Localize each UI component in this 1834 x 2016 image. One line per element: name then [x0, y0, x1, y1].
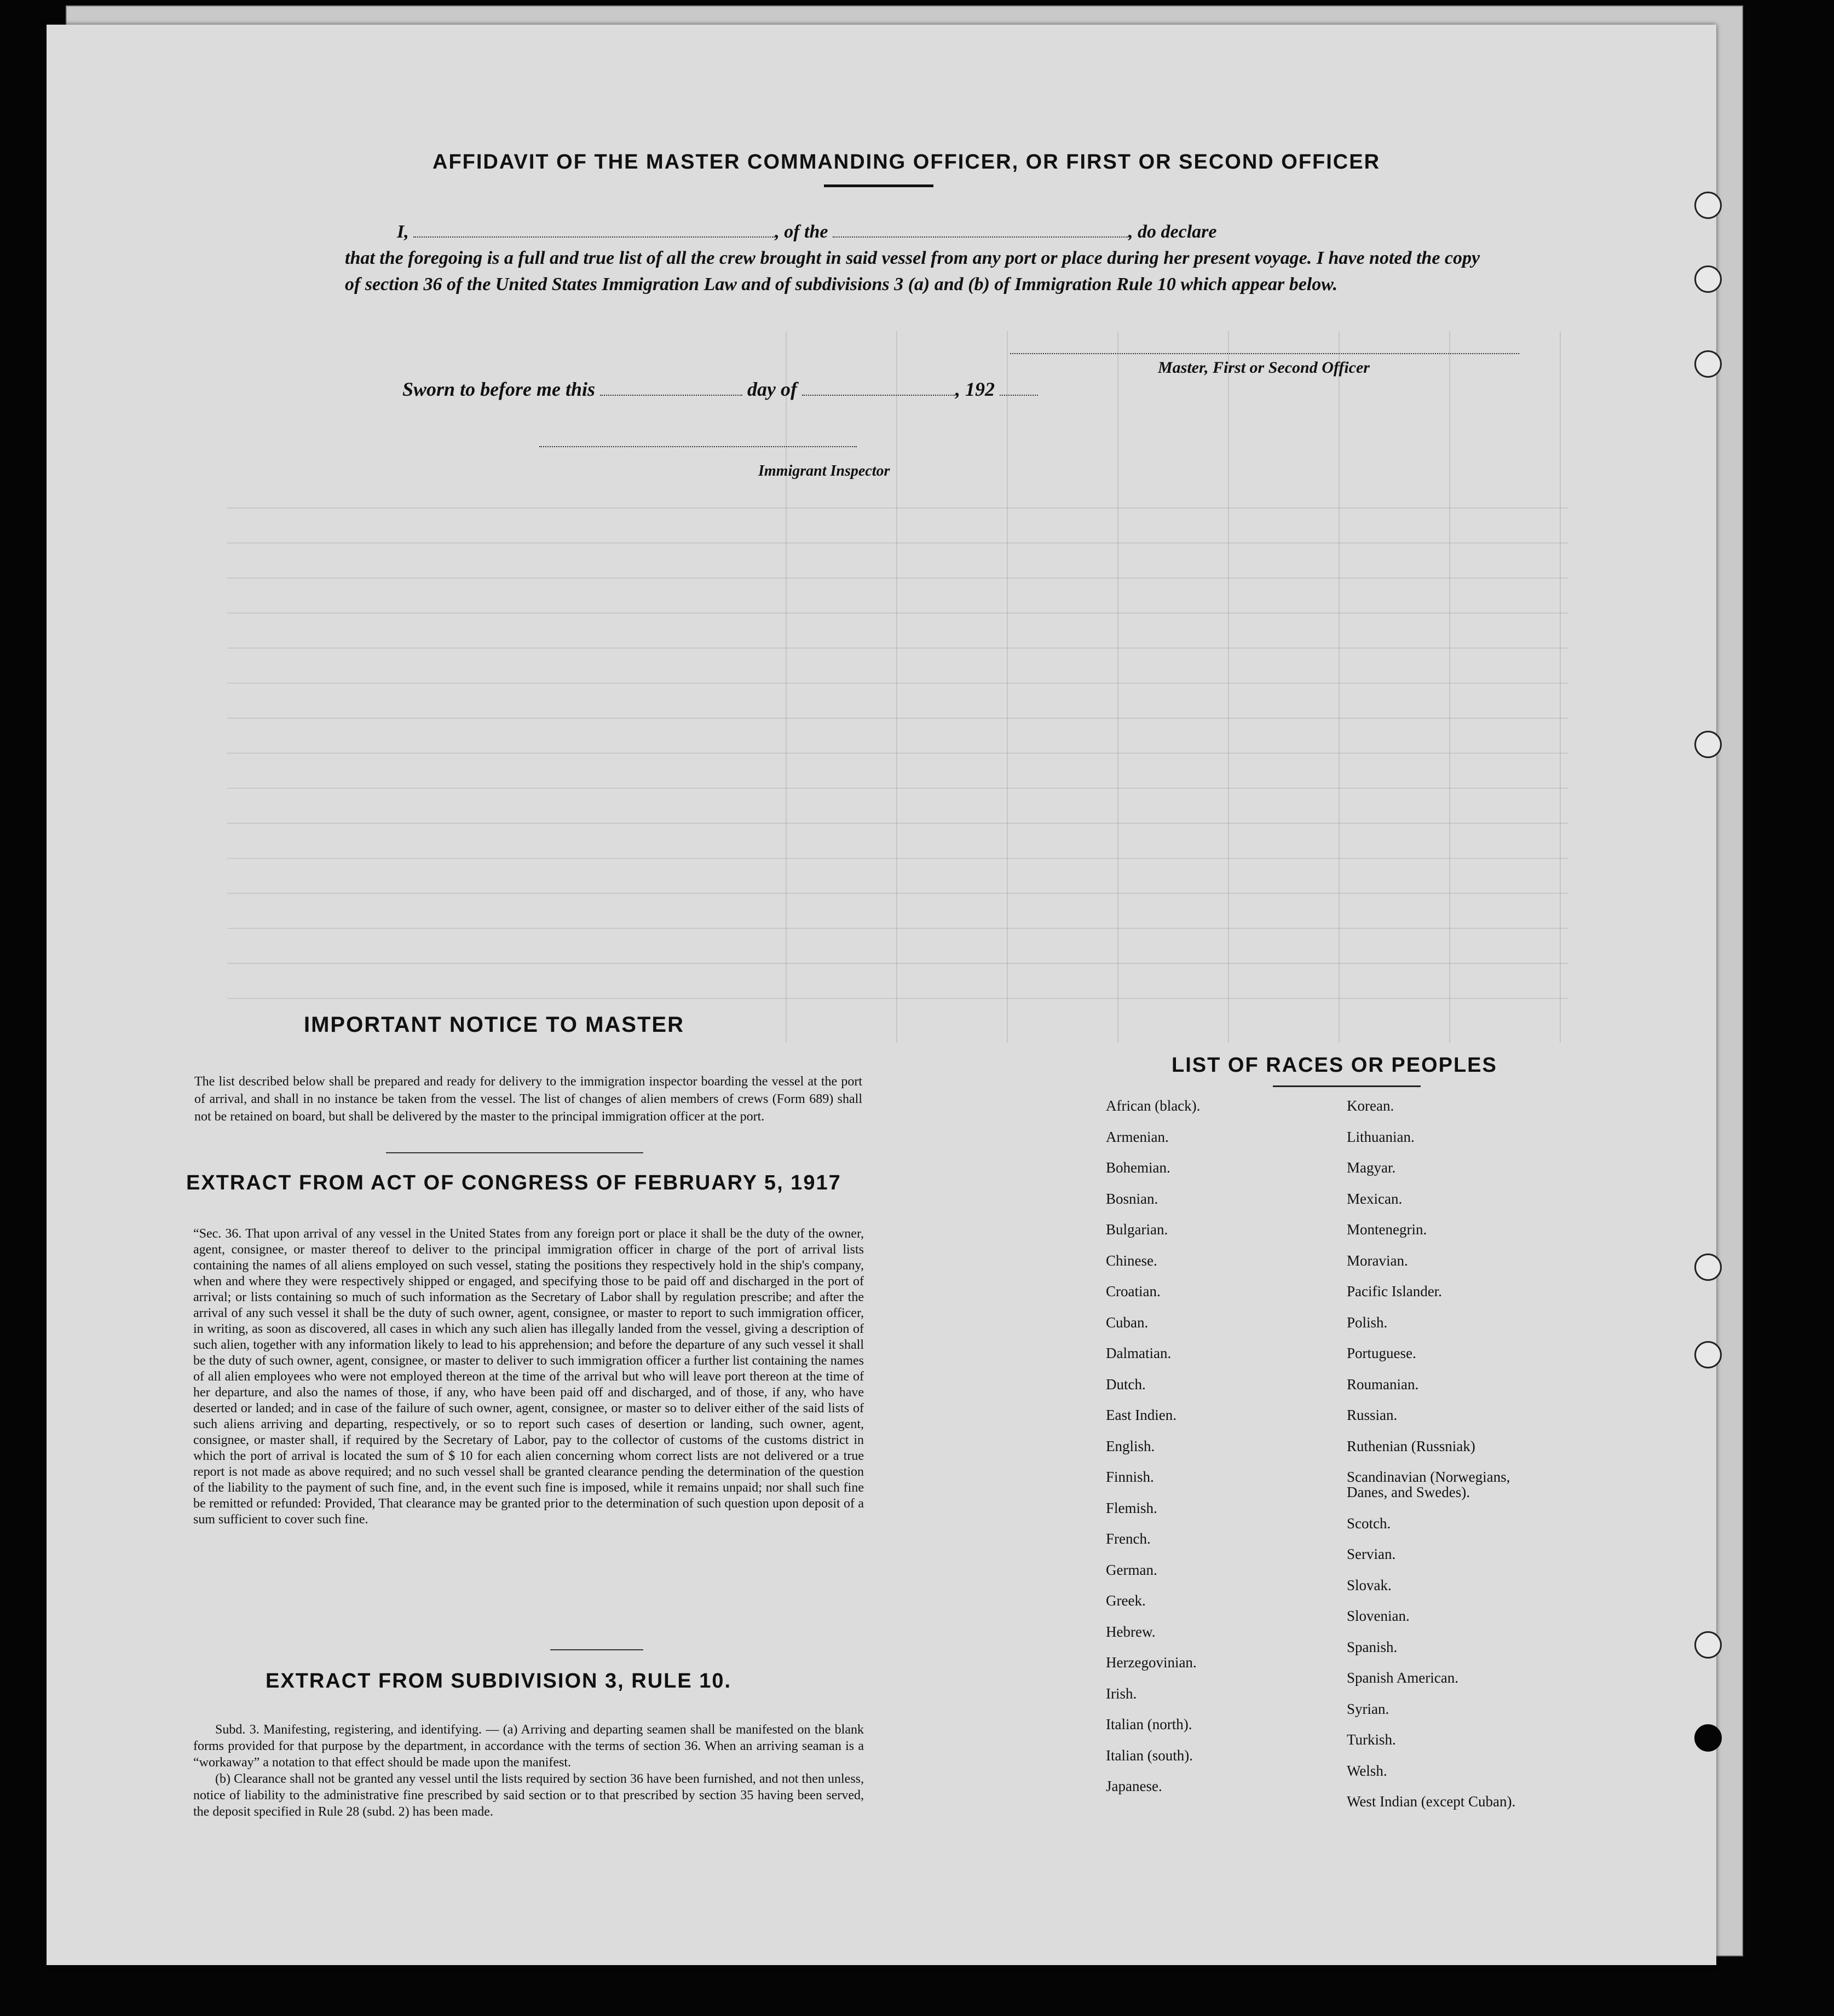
race-item: Scandinavian (Norwegians, — [1347, 1469, 1510, 1485]
extract-rule-para-a: Subd. 3. Manifesting, registering, and identifying. — (a) Arriving and departing seamen shall be manifested on the blank forms provided for that purpose by the department, in accordance with the terms of section 36. When an arriving seaman is a “workaway” a notation to that effect should be made upon the manifest. — [193, 1723, 864, 1770]
race-item: Bohemian. — [1106, 1159, 1170, 1176]
extract-rule-rule — [550, 1649, 643, 1650]
sworn-prefix: Sworn to before me this — [402, 378, 596, 400]
bleed-through-columns — [676, 331, 1607, 1043]
affidavit-title: AFFIDAVIT OF THE MASTER COMMANDING OFFICER, OR FIRST OR SECOND OFFICER — [432, 151, 1381, 174]
document-page — [47, 25, 1716, 1965]
extract-act-rule — [386, 1152, 643, 1153]
affidavit-body: that the foregoing is a full and true list of all the crew brought in said vessel from any port or place during her present voyage. I have noted the copy of section 36 of the United States Immigration Law and of subdivisions 3 (a) and (b) of Immigration Rule 10 which appear below. — [345, 248, 1480, 294]
race-item: Armenian. — [1106, 1129, 1169, 1145]
race-item: African (black). — [1106, 1097, 1201, 1114]
race-item: Mexican. — [1347, 1191, 1403, 1207]
race-item: Korean. — [1347, 1097, 1394, 1114]
binder-hole — [1694, 1341, 1722, 1368]
race-item: Bulgarian. — [1106, 1221, 1168, 1238]
binder-hole — [1694, 192, 1722, 219]
master-signature-label: Master, First or Second Officer — [1158, 359, 1370, 377]
race-item: Turkish. — [1347, 1731, 1396, 1748]
race-item: Pacific Islander. — [1347, 1283, 1442, 1299]
sworn-year-blank[interactable] — [1000, 395, 1038, 396]
race-item: Japanese. — [1106, 1778, 1162, 1794]
race-item: Welsh. — [1347, 1763, 1387, 1779]
race-item: Polish. — [1347, 1314, 1388, 1331]
race-item: Chinese. — [1106, 1252, 1157, 1269]
race-item: Servian. — [1347, 1546, 1396, 1562]
binder-hole — [1694, 350, 1722, 378]
affidavit-of-the: , of the — [775, 222, 828, 242]
race-item: Finnish. — [1106, 1469, 1154, 1485]
binder-hole — [1694, 1631, 1722, 1659]
vessel-blank[interactable] — [833, 236, 1128, 238]
notice-title: IMPORTANT NOTICE TO MASTER — [304, 1013, 684, 1037]
race-item: Danes, and Swedes). — [1347, 1484, 1470, 1500]
affidavit-pronoun: I, — [397, 222, 409, 242]
race-item: Hebrew. — [1106, 1624, 1156, 1640]
race-item: Spanish. — [1347, 1639, 1398, 1655]
race-item: Ruthenian (Russniak) — [1347, 1438, 1475, 1454]
race-item: Italian (south). — [1106, 1747, 1193, 1764]
sworn-month-blank[interactable] — [802, 395, 955, 396]
extract-act-text: “Sec. 36. That upon arrival of any vessel in the United States from any foreign port or place it shall be the duty of the owner, agent, consignee, or master thereof to deliver to the principal immigration officer in charge of the port of arrival lists containing the names of all aliens employed on such vessel, stating the positions they respectively hold in the ship's company, when and where they were respectively shipped or engaged, and specifying those to be paid off and discharged in the port of arrival; or lists containing so much of such information as the Secretary of Labor shall by regulation prescribe; and after the arrival of any such vessel it shall be the duty of such owner, agent, consignee, or master to report to such immigration officer, in writing, as soon as discovered, all cases in which any such alien has illegally landed from the vessel, giving a description of such alien, together with any information likely to lead to his apprehension; and before the departure of any such vessel it shall be the duty of such owner, agent, consignee, or master to deliver to such immigration officer a further list containing the names of all alien employees who were not employed thereon at the time of the arrival but who will leave port thereon at the time of her departure, and also the names of those, if any, who have been paid off and discharged, and of those, if any, who have deserted or landed; and in case of the failure of such owner, agent, consignee, or master so to deliver either of the said lists of such aliens arriving and departing, respectively, or so to report such cases of desertion or landing, such owner, agent, consignee, or master shall, if required by the Secretary of Labor, pay to the collector of customs of the customs district in which the port of arrival is located the sum of $ 10 for each alien concerning whom correct lists are not delivered or a true report is not made as above required; and no such vessel shall be granted clearance pending the determination of the question of the liability to the payment of such fine, and, in the event such fine is imposed, while it remains unpaid; nor shall such fine be remitted or refunded: Provided, That clearance may be granted prior to the determination of such question upon deposit of a sum sufficient to cover such fine. — [193, 1227, 864, 1527]
extract-rule-title: EXTRACT FROM SUBDIVISION 3, RULE 10. — [266, 1670, 732, 1692]
race-item: Montenegrin. — [1347, 1221, 1427, 1238]
race-item: Moravian. — [1347, 1252, 1408, 1269]
race-item: Magyar. — [1347, 1159, 1396, 1176]
race-item: East Indien. — [1106, 1407, 1176, 1423]
races-rule — [1273, 1085, 1421, 1087]
race-item: Syrian. — [1347, 1701, 1389, 1717]
extract-rule-para-b: (b) Clearance shall not be granted any vessel until the lists required by section 36 have been furnished, and not then unless, notice of liability to the administrative fine prescribed by said section or to that prescribed by section 35 having been served, the deposit specified in Rule 28 (subd. 2) has been made. — [193, 1772, 864, 1819]
binder-hole — [1694, 731, 1722, 758]
race-item: Portuguese. — [1347, 1345, 1416, 1361]
race-item: Lithuanian. — [1347, 1129, 1415, 1145]
race-item: French. — [1106, 1530, 1151, 1547]
race-item: German. — [1106, 1562, 1157, 1578]
name-blank[interactable] — [413, 236, 775, 238]
binder-hole — [1694, 265, 1722, 293]
races-title: LIST OF RACES OR PEOPLES — [1172, 1054, 1497, 1077]
race-item: Roumanian. — [1347, 1376, 1419, 1393]
race-item: Bosnian. — [1106, 1191, 1158, 1207]
race-item: Russian. — [1347, 1407, 1398, 1423]
race-item: Italian (north). — [1106, 1716, 1192, 1732]
notice-text: The list described below shall be prepared and ready for delivery to the immigration inspector boarding the vessel at the port of arrival, and shall in no instance be taken from the vessel. The list of changes of alien members of crews (Form 689) shall not be retained on board, but shall be delivered by the master to the principal immigration officer at the port. — [194, 1075, 862, 1124]
extract-act-title: EXTRACT FROM ACT OF CONGRESS OF FEBRUARY 5, 1917 — [186, 1171, 841, 1194]
race-item: Spanish American. — [1347, 1670, 1458, 1686]
race-item: Herzegovinian. — [1106, 1654, 1197, 1671]
sworn-line — [402, 378, 1038, 401]
race-item: Croatian. — [1106, 1283, 1161, 1299]
race-item: Slovak. — [1347, 1577, 1392, 1593]
sworn-day-blank[interactable] — [600, 395, 742, 396]
race-item: Slovenian. — [1347, 1608, 1410, 1624]
binder-hole — [1694, 1253, 1722, 1281]
race-item: Greek. — [1106, 1592, 1146, 1609]
binder-hole — [1694, 1724, 1722, 1752]
affidavit-do-declare: , do declare — [1128, 222, 1217, 242]
race-item: English. — [1106, 1438, 1155, 1454]
race-item: Dalmatian. — [1106, 1345, 1172, 1361]
extract-rule-text — [193, 1722, 864, 1820]
race-item: Flemish. — [1106, 1500, 1157, 1516]
inspector-signature-line[interactable] — [539, 446, 857, 447]
race-item: Scotch. — [1347, 1515, 1391, 1532]
affidavit-text — [345, 219, 1484, 298]
race-item: West Indian (except Cuban). — [1347, 1793, 1516, 1810]
title-rule — [824, 184, 933, 187]
signature-line[interactable] — [1010, 353, 1519, 354]
affidavit-declaration-line — [345, 219, 1484, 245]
race-item: Cuban. — [1106, 1314, 1149, 1331]
race-item: Irish. — [1106, 1685, 1137, 1702]
race-item: Dutch. — [1106, 1376, 1146, 1393]
sworn-day-of: day of — [747, 378, 798, 400]
sworn-year-prefix: , 192 — [955, 378, 995, 400]
inspector-label: Immigrant Inspector — [758, 463, 890, 480]
